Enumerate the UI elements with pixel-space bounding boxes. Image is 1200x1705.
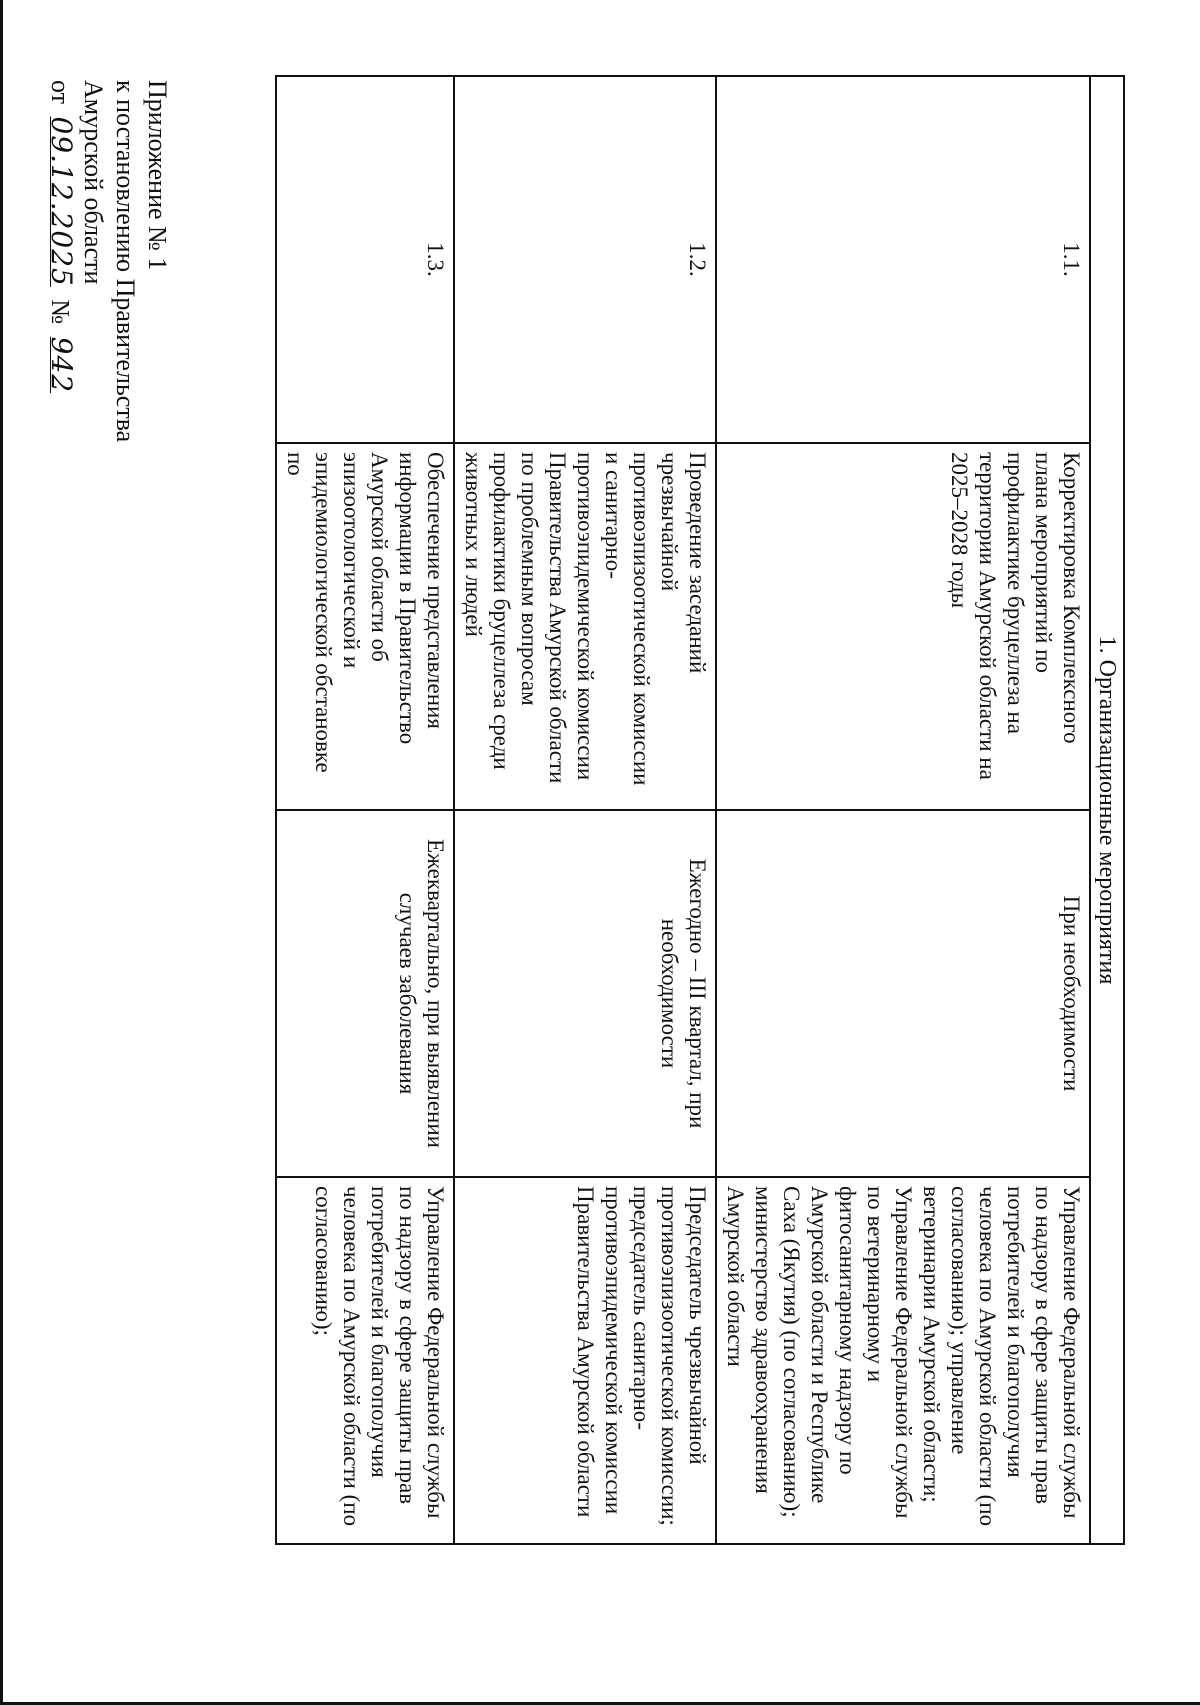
row-event: Корректировка Комплексного плана мероприятий по профилактике бруцеллеза на территории Амурской области на 2025–2028 годы	[716, 443, 1090, 810]
row-number: 1.1.	[716, 76, 1090, 443]
table-row	[716, 76, 1090, 1544]
row-responsible: Управление Федеральной службы по надзору в сфере защиты прав потребителей и благополучия человека по Амурской области (по согласованию);	[276, 1177, 454, 1544]
number-prefix: №	[46, 299, 75, 325]
date-prefix: от	[46, 80, 75, 105]
appendix-reference: к постановлению Правительства	[111, 80, 140, 443]
handwritten-date: 09.12.2025	[45, 116, 78, 287]
section-title: 1. Организационные мероприятия	[1090, 76, 1124, 1544]
document-page-rotated	[45, 0, 1185, 1600]
appendix-region: Амурской области	[79, 80, 108, 285]
measures-table	[275, 75, 1125, 1545]
row-term: Ежеквартально, при выявлении случаев заболевания	[276, 810, 454, 1177]
row-number: 1.2.	[454, 76, 716, 443]
row-term: Ежегодно – III квартал, при необходимости	[454, 810, 716, 1177]
appendix-number: Приложение № 1	[143, 80, 172, 271]
row-term: При необходимости	[716, 810, 1090, 1177]
row-event: Проведение заседаний чрезвычайной противоэпизоотической комиссии и санитарно-противоэпидемической комиссии Правительства Амурской области по проблемным вопросам профилактики бруцеллеза среди животных и людей	[454, 443, 716, 810]
row-number: 1.3.	[276, 76, 454, 443]
appendix-header	[44, 80, 173, 500]
row-event: Обеспечение представления информации в Правительство Амурской области об эпизоотологической и эпидемиологической обстановке по	[276, 443, 454, 810]
table-row	[276, 76, 454, 1544]
scan-border-left	[0, 0, 3, 1705]
row-responsible: Председатель чрезвычайной противоэпизоотической комиссии; председатель санитарно-противоэпидемической комиссии Правительства Амурской области	[454, 1177, 716, 1544]
table-row	[454, 76, 716, 1544]
handwritten-number: 942	[45, 336, 78, 394]
appendix-date-line	[44, 80, 77, 500]
measures-table-wrapper	[265, 75, 1125, 1545]
row-responsible: Управление Федеральной службы по надзору в сфере защиты прав потребителей и благополучия человека по Амурской области (по согласованию); управление ветеринарии Амурской области; Управление Федеральной службы по ветеринарному и фитосанитарному надзору по Амурской области и Республике Саха (Якутия) (по согласованию); министерство здравоохранения Амурской области	[716, 1177, 1090, 1544]
section-header-row	[1090, 76, 1124, 1544]
